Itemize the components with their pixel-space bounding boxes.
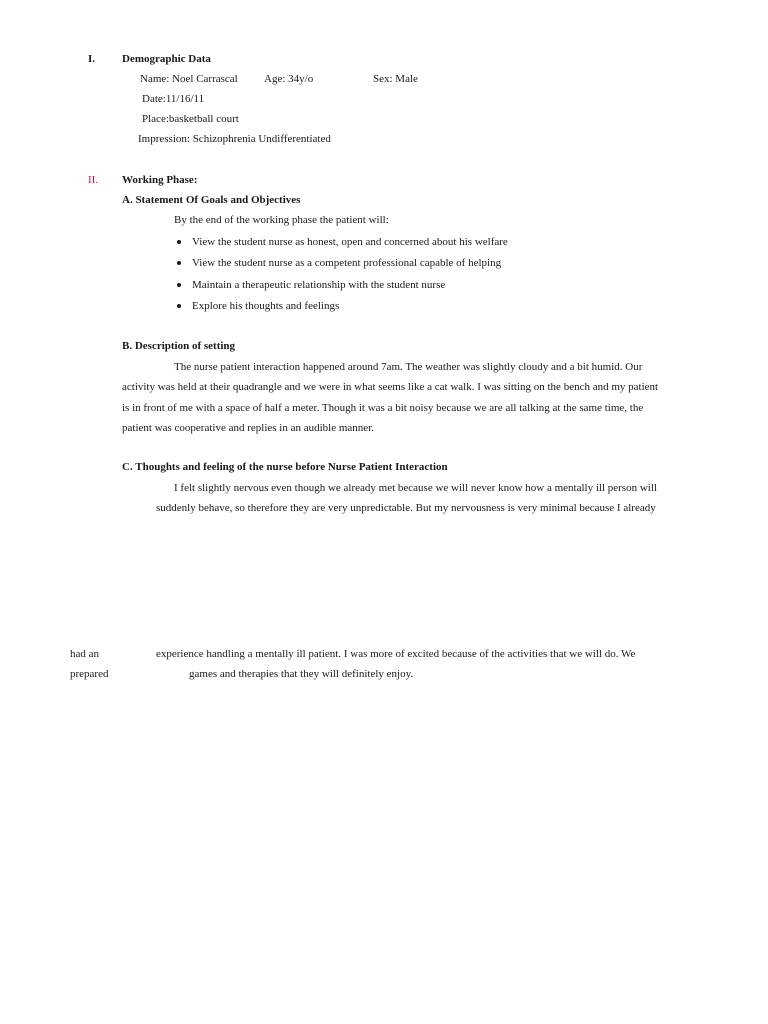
section-numeral: II. — [88, 174, 99, 186]
paragraph-line: is in front of me with a space of half a meter. Though it was a bit noisy because we are all talking at the same time, the — [122, 402, 644, 414]
goals-intro: By the end of the working phase the patient will: — [174, 214, 389, 226]
section-heading: Working Phase: — [122, 174, 198, 186]
patient-age: Age: 34y/o — [264, 73, 314, 85]
goal-item: Explore his thoughts and feelings — [192, 300, 340, 312]
goal-item: View the student nurse as honest, open and concerned about his welfare — [192, 236, 508, 248]
paragraph-line: games and therapies that they will definitely enjoy. — [189, 668, 414, 680]
bullet-icon — [177, 283, 181, 287]
interaction-date: Date:11/16/11 — [142, 93, 205, 105]
paragraph-line: The nurse patient interaction happened around 7am. The weather was slightly cloudy and a bit humid. Our — [174, 361, 643, 373]
paragraph-line: patient was cooperative and replies in an audible manner. — [122, 422, 374, 434]
paragraph-fragment: prepared — [70, 668, 109, 680]
paragraph-line: activity was held at their quadrangle and we were in what seems like a cat walk. I was sitting on the bench and my patient — [122, 381, 659, 393]
patient-name: Name: Noel Carrascal — [140, 73, 238, 85]
subsection-heading: C. Thoughts and feeling of the nurse before Nurse Patient Interaction — [122, 461, 448, 473]
goal-item: Maintain a therapeutic relationship with the student nurse — [192, 279, 446, 291]
section-heading: Demographic Data — [122, 53, 211, 65]
subsection-heading: B. Description of setting — [122, 340, 236, 352]
patient-sex: Sex: Male — [373, 73, 418, 85]
paragraph-line: I felt slightly nervous even though we already met because we will never know how a mentally ill person will — [174, 482, 657, 494]
paragraph-fragment: had an — [70, 648, 100, 660]
interaction-place: Place:basketball court — [142, 113, 239, 125]
subsection-heading: A. Statement Of Goals and Objectives — [122, 194, 301, 206]
goal-item: View the student nurse as a competent professional capable of helping — [192, 257, 502, 269]
bullet-icon — [177, 261, 181, 265]
impression: Impression: Schizophrenia Undifferentiated — [138, 133, 331, 145]
section-numeral: I. — [88, 53, 96, 65]
bullet-icon — [177, 240, 181, 244]
paragraph-line: suddenly behave, so therefore they are very unpredictable. But my nervousness is very minimal because I already — [156, 502, 656, 514]
paragraph-line: experience handling a mentally ill patient. I was more of excited because of the activities that we will do. We — [156, 648, 636, 660]
bullet-icon — [177, 304, 181, 308]
